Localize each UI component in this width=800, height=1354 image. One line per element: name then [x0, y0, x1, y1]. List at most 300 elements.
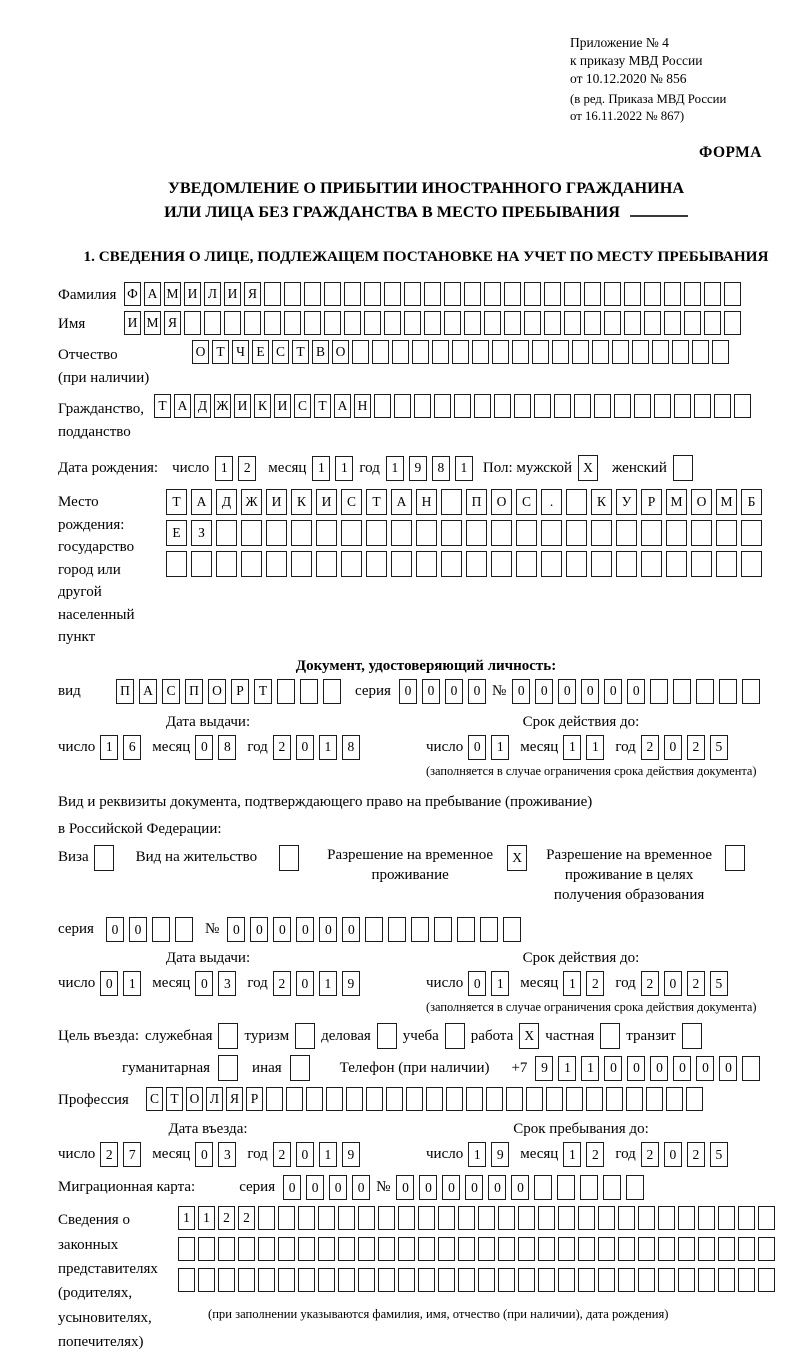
char-cell[interactable] — [458, 1268, 475, 1292]
char-cell[interactable]: 1 — [319, 735, 337, 760]
char-cell[interactable]: 1 — [468, 1142, 486, 1167]
char-cell[interactable]: В — [312, 340, 329, 364]
char-cell[interactable]: О — [491, 489, 512, 515]
char-cell[interactable] — [458, 1206, 475, 1230]
char-cell[interactable] — [178, 1237, 195, 1261]
birth-month-input[interactable] — [312, 456, 353, 481]
char-cell[interactable] — [618, 1268, 635, 1292]
char-cell[interactable]: П — [185, 679, 203, 704]
char-cell[interactable] — [716, 551, 737, 577]
char-cell[interactable]: 9 — [342, 971, 360, 996]
iddoc-issue-day[interactable] — [100, 735, 141, 760]
char-cell[interactable] — [474, 394, 491, 418]
char-cell[interactable]: С — [162, 679, 180, 704]
char-cell[interactable] — [682, 1023, 702, 1049]
char-cell[interactable]: О — [332, 340, 349, 364]
char-cell[interactable]: 0 — [422, 679, 440, 704]
char-cell[interactable] — [398, 1268, 415, 1292]
char-cell[interactable]: 0 — [650, 1056, 668, 1081]
char-cell[interactable] — [518, 1237, 535, 1261]
char-cell[interactable] — [295, 1023, 315, 1049]
char-cell[interactable] — [578, 1237, 595, 1261]
char-cell[interactable] — [378, 1206, 395, 1230]
char-cell[interactable] — [512, 340, 529, 364]
char-cell[interactable] — [166, 551, 187, 577]
purpose-private-checkbox[interactable] — [600, 1023, 620, 1049]
char-cell[interactable]: Ф — [124, 282, 141, 306]
char-cell[interactable] — [558, 1206, 575, 1230]
char-cell[interactable] — [441, 489, 462, 515]
char-cell[interactable] — [506, 1087, 523, 1111]
char-cell[interactable] — [418, 1206, 435, 1230]
char-cell[interactable] — [472, 340, 489, 364]
char-cell[interactable] — [498, 1206, 515, 1230]
char-cell[interactable] — [604, 282, 621, 306]
char-cell[interactable] — [538, 1237, 555, 1261]
char-cell[interactable]: 0 — [673, 1056, 691, 1081]
char-cell[interactable] — [300, 679, 318, 704]
char-cell[interactable]: 1 — [335, 456, 353, 481]
char-cell[interactable] — [444, 311, 461, 335]
char-cell[interactable] — [598, 1206, 615, 1230]
char-cell[interactable] — [478, 1237, 495, 1261]
char-cell[interactable] — [494, 394, 511, 418]
char-cell[interactable] — [714, 394, 731, 418]
char-cell[interactable]: Е — [166, 520, 187, 546]
char-cell[interactable] — [686, 1087, 703, 1111]
char-cell[interactable]: К — [291, 489, 312, 515]
char-cell[interactable]: 0 — [296, 971, 314, 996]
char-cell[interactable] — [557, 1175, 575, 1200]
char-cell[interactable]: К — [591, 489, 612, 515]
surname-input[interactable] — [124, 282, 741, 306]
char-cell[interactable] — [358, 1268, 375, 1292]
staydoc-expiry-month[interactable] — [563, 971, 604, 996]
char-cell[interactable] — [306, 1087, 323, 1111]
char-cell[interactable] — [318, 1268, 335, 1292]
char-cell[interactable] — [178, 1268, 195, 1292]
char-cell[interactable]: 2 — [641, 1142, 659, 1167]
citizenship-input[interactable] — [154, 394, 751, 418]
char-cell[interactable] — [258, 1268, 275, 1292]
char-cell[interactable]: 2 — [273, 971, 291, 996]
char-cell[interactable]: 0 — [129, 917, 147, 942]
char-cell[interactable] — [416, 551, 437, 577]
char-cell[interactable] — [304, 282, 321, 306]
char-cell[interactable] — [552, 340, 569, 364]
char-cell[interactable]: Т — [366, 489, 387, 515]
char-cell[interactable] — [658, 1206, 675, 1230]
char-cell[interactable] — [445, 1023, 465, 1049]
char-cell[interactable]: И — [224, 282, 241, 306]
char-cell[interactable] — [673, 455, 693, 481]
char-cell[interactable]: А — [174, 394, 191, 418]
char-cell[interactable] — [438, 1268, 455, 1292]
char-cell[interactable] — [564, 311, 581, 335]
char-cell[interactable] — [618, 1206, 635, 1230]
char-cell[interactable] — [341, 520, 362, 546]
char-cell[interactable] — [758, 1206, 775, 1230]
char-cell[interactable]: И — [184, 282, 201, 306]
char-cell[interactable] — [606, 1087, 623, 1111]
char-cell[interactable]: И — [316, 489, 337, 515]
staydoc-expiry-year[interactable] — [641, 971, 728, 996]
char-cell[interactable] — [578, 1268, 595, 1292]
visa-checkbox[interactable] — [94, 845, 114, 871]
char-cell[interactable]: 0 — [442, 1175, 460, 1200]
char-cell[interactable]: 0 — [719, 1056, 737, 1081]
char-cell[interactable]: У — [616, 489, 637, 515]
char-cell[interactable] — [492, 340, 509, 364]
char-cell[interactable]: Л — [206, 1087, 223, 1111]
iddoc-expiry-year[interactable] — [641, 735, 728, 760]
char-cell[interactable] — [591, 551, 612, 577]
char-cell[interactable] — [218, 1268, 235, 1292]
purpose-tourism-checkbox[interactable] — [295, 1023, 315, 1049]
char-cell[interactable]: 8 — [342, 735, 360, 760]
char-cell[interactable] — [491, 520, 512, 546]
char-cell[interactable]: 9 — [409, 456, 427, 481]
char-cell[interactable] — [684, 311, 701, 335]
char-cell[interactable] — [364, 282, 381, 306]
char-cell[interactable] — [646, 1087, 663, 1111]
sex-female-checkbox[interactable] — [673, 455, 693, 481]
char-cell[interactable] — [638, 1237, 655, 1261]
char-cell[interactable] — [438, 1237, 455, 1261]
char-cell[interactable] — [516, 551, 537, 577]
char-cell[interactable] — [641, 520, 662, 546]
purpose-transit-checkbox[interactable] — [682, 1023, 702, 1049]
char-cell[interactable] — [673, 679, 691, 704]
char-cell[interactable] — [566, 489, 587, 515]
char-cell[interactable]: 0 — [106, 917, 124, 942]
char-cell[interactable]: 0 — [696, 1056, 714, 1081]
char-cell[interactable] — [352, 340, 369, 364]
char-cell[interactable] — [218, 1055, 238, 1081]
char-cell[interactable] — [718, 1237, 735, 1261]
char-cell[interactable] — [372, 340, 389, 364]
char-cell[interactable] — [566, 520, 587, 546]
char-cell[interactable]: 2 — [687, 1142, 705, 1167]
char-cell[interactable] — [654, 394, 671, 418]
char-cell[interactable]: 0 — [558, 679, 576, 704]
char-cell[interactable]: 1 — [123, 971, 141, 996]
firstname-input[interactable] — [124, 311, 741, 335]
char-cell[interactable]: 1 — [563, 1142, 581, 1167]
char-cell[interactable] — [698, 1237, 715, 1261]
char-cell[interactable] — [344, 311, 361, 335]
char-cell[interactable]: Ж — [214, 394, 231, 418]
char-cell[interactable] — [678, 1237, 695, 1261]
staydoc-number-input[interactable] — [227, 917, 521, 942]
char-cell[interactable] — [258, 1206, 275, 1230]
char-cell[interactable] — [392, 340, 409, 364]
char-cell[interactable]: 0 — [296, 735, 314, 760]
char-cell[interactable]: 0 — [306, 1175, 324, 1200]
char-cell[interactable] — [612, 340, 629, 364]
purpose-business-checkbox[interactable] — [377, 1023, 397, 1049]
char-cell[interactable] — [692, 340, 709, 364]
char-cell[interactable] — [191, 551, 212, 577]
representatives-input-row3[interactable] — [178, 1268, 775, 1292]
char-cell[interactable]: 2 — [687, 735, 705, 760]
char-cell[interactable] — [152, 917, 170, 942]
char-cell[interactable] — [658, 1268, 675, 1292]
birthplace-input-row3[interactable] — [166, 551, 762, 577]
char-cell[interactable]: 0 — [535, 679, 553, 704]
char-cell[interactable] — [266, 520, 287, 546]
char-cell[interactable] — [541, 551, 562, 577]
char-cell[interactable] — [386, 1087, 403, 1111]
char-cell[interactable] — [626, 1175, 644, 1200]
stay-until-month[interactable] — [563, 1142, 604, 1167]
char-cell[interactable]: 5 — [710, 971, 728, 996]
char-cell[interactable] — [719, 679, 737, 704]
iddoc-expiry-day[interactable] — [468, 735, 509, 760]
char-cell[interactable]: 0 — [664, 735, 682, 760]
char-cell[interactable] — [674, 394, 691, 418]
char-cell[interactable] — [324, 282, 341, 306]
char-cell[interactable] — [650, 679, 668, 704]
char-cell[interactable] — [466, 1087, 483, 1111]
char-cell[interactable]: 2 — [687, 971, 705, 996]
char-cell[interactable]: Я — [244, 282, 261, 306]
char-cell[interactable] — [742, 679, 760, 704]
char-cell[interactable] — [258, 1237, 275, 1261]
char-cell[interactable]: Р — [641, 489, 662, 515]
char-cell[interactable] — [594, 394, 611, 418]
char-cell[interactable] — [184, 311, 201, 335]
char-cell[interactable] — [718, 1206, 735, 1230]
char-cell[interactable] — [696, 679, 714, 704]
char-cell[interactable] — [652, 340, 669, 364]
char-cell[interactable] — [216, 520, 237, 546]
char-cell[interactable] — [578, 1206, 595, 1230]
char-cell[interactable]: 0 — [664, 971, 682, 996]
char-cell[interactable]: А — [391, 489, 412, 515]
char-cell[interactable] — [738, 1206, 755, 1230]
char-cell[interactable]: X — [578, 455, 598, 481]
char-cell[interactable]: Т — [166, 1087, 183, 1111]
char-cell[interactable] — [316, 551, 337, 577]
residence-permit-checkbox[interactable] — [279, 845, 299, 871]
char-cell[interactable] — [618, 1237, 635, 1261]
representatives-input-row2[interactable] — [178, 1237, 775, 1261]
char-cell[interactable]: 1 — [491, 735, 509, 760]
char-cell[interactable]: 0 — [664, 1142, 682, 1167]
char-cell[interactable]: О — [208, 679, 226, 704]
char-cell[interactable] — [365, 917, 383, 942]
staydoc-issue-day[interactable] — [100, 971, 141, 996]
birth-year-input[interactable] — [386, 456, 473, 481]
char-cell[interactable] — [592, 340, 609, 364]
char-cell[interactable]: 0 — [352, 1175, 370, 1200]
char-cell[interactable] — [598, 1268, 615, 1292]
char-cell[interactable]: 1 — [319, 971, 337, 996]
char-cell[interactable] — [698, 1206, 715, 1230]
char-cell[interactable] — [554, 394, 571, 418]
char-cell[interactable]: 6 — [123, 735, 141, 760]
purpose-official-checkbox[interactable] — [218, 1023, 238, 1049]
char-cell[interactable]: И — [274, 394, 291, 418]
char-cell[interactable] — [244, 311, 261, 335]
iddoc-issue-year[interactable] — [273, 735, 360, 760]
char-cell[interactable] — [734, 394, 751, 418]
char-cell[interactable] — [277, 679, 295, 704]
char-cell[interactable]: 2 — [586, 971, 604, 996]
birth-day-input[interactable] — [215, 456, 256, 481]
char-cell[interactable] — [486, 1087, 503, 1111]
char-cell[interactable] — [624, 282, 641, 306]
char-cell[interactable]: 3 — [218, 1142, 236, 1167]
stay-until-year[interactable] — [641, 1142, 728, 1167]
char-cell[interactable] — [558, 1268, 575, 1292]
char-cell[interactable] — [466, 551, 487, 577]
char-cell[interactable] — [724, 282, 741, 306]
char-cell[interactable]: 0 — [465, 1175, 483, 1200]
char-cell[interactable] — [198, 1237, 215, 1261]
char-cell[interactable]: Д — [216, 489, 237, 515]
char-cell[interactable]: 0 — [296, 917, 314, 942]
char-cell[interactable]: М — [666, 489, 687, 515]
char-cell[interactable]: 0 — [399, 679, 417, 704]
char-cell[interactable] — [324, 311, 341, 335]
profession-input[interactable] — [146, 1087, 703, 1111]
char-cell[interactable]: Я — [226, 1087, 243, 1111]
char-cell[interactable]: 0 — [396, 1175, 414, 1200]
char-cell[interactable] — [664, 311, 681, 335]
char-cell[interactable]: А — [144, 282, 161, 306]
char-cell[interactable] — [404, 282, 421, 306]
char-cell[interactable] — [526, 1087, 543, 1111]
char-cell[interactable]: 1 — [100, 735, 118, 760]
char-cell[interactable] — [532, 340, 549, 364]
char-cell[interactable] — [544, 282, 561, 306]
char-cell[interactable] — [411, 917, 429, 942]
char-cell[interactable] — [758, 1268, 775, 1292]
char-cell[interactable] — [638, 1268, 655, 1292]
birthplace-input-row2[interactable] — [166, 520, 762, 546]
char-cell[interactable] — [534, 1175, 552, 1200]
char-cell[interactable]: 0 — [342, 917, 360, 942]
char-cell[interactable] — [434, 394, 451, 418]
char-cell[interactable] — [724, 311, 741, 335]
char-cell[interactable] — [586, 1087, 603, 1111]
char-cell[interactable]: 8 — [432, 456, 450, 481]
char-cell[interactable] — [591, 520, 612, 546]
char-cell[interactable]: 2 — [100, 1142, 118, 1167]
char-cell[interactable]: Б — [741, 489, 762, 515]
char-cell[interactable] — [266, 1087, 283, 1111]
char-cell[interactable] — [584, 311, 601, 335]
char-cell[interactable] — [318, 1237, 335, 1261]
char-cell[interactable] — [738, 1237, 755, 1261]
char-cell[interactable] — [418, 1237, 435, 1261]
char-cell[interactable] — [616, 520, 637, 546]
char-cell[interactable]: 3 — [218, 971, 236, 996]
char-cell[interactable] — [624, 311, 641, 335]
char-cell[interactable]: 1 — [558, 1056, 576, 1081]
char-cell[interactable] — [524, 282, 541, 306]
char-cell[interactable]: 7 — [123, 1142, 141, 1167]
char-cell[interactable] — [538, 1268, 555, 1292]
char-cell[interactable] — [541, 520, 562, 546]
rvp-checkbox[interactable] — [507, 845, 527, 871]
char-cell[interactable] — [384, 311, 401, 335]
char-cell[interactable] — [377, 1023, 397, 1049]
char-cell[interactable] — [658, 1237, 675, 1261]
char-cell[interactable]: 5 — [710, 735, 728, 760]
char-cell[interactable]: И — [124, 311, 141, 335]
char-cell[interactable] — [698, 1268, 715, 1292]
char-cell[interactable] — [741, 551, 762, 577]
birthplace-input-row1[interactable] — [166, 489, 762, 515]
char-cell[interactable] — [284, 311, 301, 335]
char-cell[interactable] — [338, 1237, 355, 1261]
char-cell[interactable]: М — [716, 489, 737, 515]
char-cell[interactable]: О — [192, 340, 209, 364]
char-cell[interactable] — [394, 394, 411, 418]
char-cell[interactable] — [452, 340, 469, 364]
char-cell[interactable]: Т — [254, 679, 272, 704]
char-cell[interactable] — [358, 1237, 375, 1261]
char-cell[interactable]: 0 — [445, 679, 463, 704]
char-cell[interactable] — [316, 520, 337, 546]
char-cell[interactable] — [444, 282, 461, 306]
char-cell[interactable] — [291, 520, 312, 546]
char-cell[interactable] — [616, 551, 637, 577]
char-cell[interactable]: С — [341, 489, 362, 515]
char-cell[interactable] — [346, 1087, 363, 1111]
char-cell[interactable] — [218, 1023, 238, 1049]
char-cell[interactable] — [441, 520, 462, 546]
char-cell[interactable] — [741, 520, 762, 546]
char-cell[interactable]: 0 — [283, 1175, 301, 1200]
char-cell[interactable] — [338, 1206, 355, 1230]
char-cell[interactable]: 0 — [511, 1175, 529, 1200]
char-cell[interactable] — [424, 282, 441, 306]
char-cell[interactable] — [264, 311, 281, 335]
char-cell[interactable]: 9 — [491, 1142, 509, 1167]
char-cell[interactable] — [580, 1175, 598, 1200]
char-cell[interactable] — [738, 1268, 755, 1292]
char-cell[interactable]: 8 — [218, 735, 236, 760]
char-cell[interactable] — [464, 311, 481, 335]
sex-male-checkbox[interactable] — [578, 455, 598, 481]
char-cell[interactable] — [364, 311, 381, 335]
char-cell[interactable] — [304, 311, 321, 335]
iddoc-expiry-month[interactable] — [563, 735, 604, 760]
char-cell[interactable] — [290, 1055, 310, 1081]
char-cell[interactable] — [441, 551, 462, 577]
char-cell[interactable] — [704, 282, 721, 306]
char-cell[interactable]: 1 — [386, 456, 404, 481]
entry-year[interactable] — [273, 1142, 360, 1167]
char-cell[interactable]: 2 — [641, 971, 659, 996]
char-cell[interactable] — [278, 1237, 295, 1261]
char-cell[interactable] — [498, 1237, 515, 1261]
char-cell[interactable]: 0 — [250, 917, 268, 942]
char-cell[interactable] — [672, 340, 689, 364]
char-cell[interactable] — [266, 551, 287, 577]
char-cell[interactable] — [224, 311, 241, 335]
char-cell[interactable] — [279, 845, 299, 871]
char-cell[interactable]: 1 — [215, 456, 233, 481]
char-cell[interactable] — [298, 1268, 315, 1292]
char-cell[interactable] — [388, 917, 406, 942]
char-cell[interactable] — [574, 394, 591, 418]
char-cell[interactable]: 0 — [488, 1175, 506, 1200]
